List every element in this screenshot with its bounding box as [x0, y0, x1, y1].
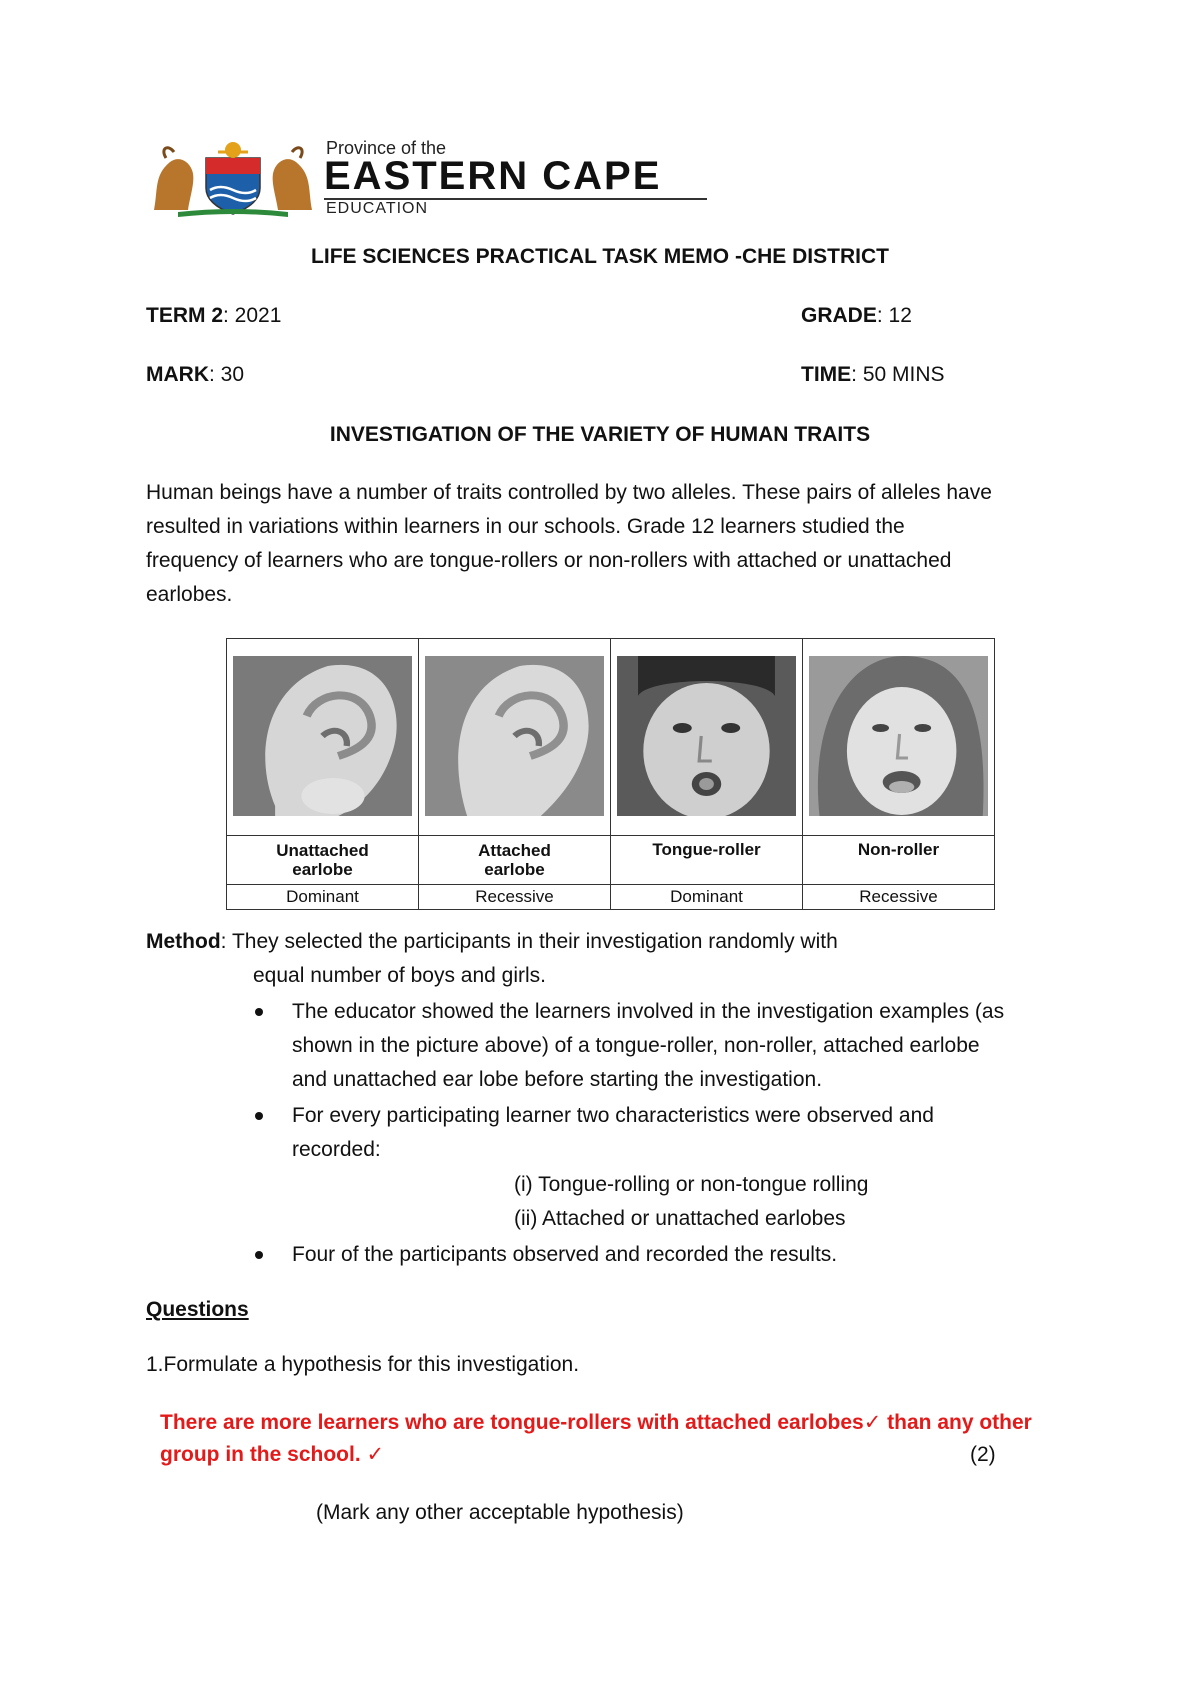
logo-text-eastern-cape: EASTERN CAPE: [324, 154, 662, 198]
document-title: LIFE SCIENCES PRACTICAL TASK MEMO -CHE DISTRICT: [311, 245, 889, 268]
grade-field: [801, 299, 912, 333]
method-bullet-line: Four of the participants observed and recorded the results.: [292, 1243, 838, 1266]
mark-field: [146, 358, 244, 392]
traits-picture-row: [227, 639, 995, 836]
term-field: [146, 299, 281, 333]
dominance-cell: Dominant: [227, 885, 419, 910]
time-value: : 50 MINS: [851, 363, 945, 386]
non-roller-face-icon: [809, 656, 988, 816]
coat-of-arms-icon: [148, 140, 318, 218]
dominance-cell: Dominant: [611, 885, 803, 910]
method-bullet-line: shown in the picture above) of a tongue-roller, non-roller, attached earlobe: [292, 1034, 980, 1057]
investigation-heading: INVESTIGATION OF THE VARIETY OF HUMAN TRAITS: [329, 423, 871, 446]
trait-name-cell: [419, 836, 611, 885]
question-1: [146, 1348, 579, 1382]
dominance-cell: Recessive: [419, 885, 611, 910]
bullet-icon: [255, 1008, 263, 1016]
answer-marks: (2): [970, 1443, 996, 1466]
tongue-roller-cell: [611, 639, 803, 836]
trait-name-line: Tongue-roller: [652, 840, 761, 859]
method-line-2: equal number of boys and girls.: [253, 964, 547, 987]
term-label: TERM 2: [146, 304, 224, 327]
method-bullet-line: and unattached ear lobe before starting the investigation.: [292, 1068, 823, 1091]
term-value: : 2021: [223, 304, 282, 327]
intro-line: Human beings have a number of traits controlled by two alleles. These pairs of alleles have: [146, 481, 992, 504]
tongue-roller-face-icon: [617, 656, 796, 816]
logo-text-province: Province of the: [326, 138, 447, 158]
method-label: Method: [146, 930, 221, 953]
method-line: [146, 925, 838, 959]
grade-value: : 12: [876, 304, 912, 327]
answer-note: (Mark any other acceptable hypothesis): [316, 1501, 684, 1524]
unattached-earlobe-cell: [227, 639, 419, 836]
method-bullet-line: The educator showed the learners involved in the investigation examples (as: [292, 1000, 1005, 1023]
trait-name-line: Unattached: [276, 841, 369, 860]
trait-name-line: Attached: [478, 841, 551, 860]
questions-heading: Questions: [146, 1298, 249, 1321]
bullet-icon: [255, 1112, 263, 1120]
method-sub-item: (i) Tongue-rolling or non-tongue rolling: [514, 1173, 869, 1196]
intro-line: earlobes.: [146, 583, 233, 606]
non-roller-cell: [803, 639, 995, 836]
trait-name-cell: [803, 836, 995, 885]
intro-line: resulted in variations within learners in our schools. Grade 12 learners studied the: [146, 515, 905, 538]
attached-earlobe-cell: [419, 639, 611, 836]
trait-name-line: Non-roller: [857, 840, 940, 859]
logo-text-education: EDUCATION: [326, 200, 429, 217]
method-bullet-line: recorded:: [292, 1138, 381, 1161]
trait-name-line: earlobe: [292, 860, 353, 879]
attached-earlobe-icon: [425, 656, 604, 816]
time-field: [801, 358, 945, 392]
unattached-earlobe-icon: [233, 656, 412, 816]
traits-name-row: [227, 836, 995, 885]
method-bullet-line: For every participating learner two characteristics were observed and: [292, 1104, 934, 1127]
time-label: TIME: [801, 363, 852, 386]
intro-line: frequency of learners who are tongue-rollers or non-rollers with attached or unattached: [146, 549, 952, 572]
method-sub-item: (ii) Attached or unattached earlobes: [514, 1207, 846, 1230]
trait-name-cell: [611, 836, 803, 885]
traits-table: [226, 638, 995, 910]
dominance-cell: Recessive: [803, 885, 995, 910]
trait-name-cell: [227, 836, 419, 885]
question-text: Formulate a hypothesis for this investigation.: [163, 1353, 580, 1376]
trait-name-line: earlobe: [484, 860, 545, 879]
traits-dominance-row: [227, 885, 995, 910]
grade-label: GRADE: [801, 304, 877, 327]
answer-line: There are more learners who are tongue-rollers with attached earlobes✓ than any other: [160, 1411, 1032, 1434]
method-text: : They selected the participants in their investigation randomly with: [220, 930, 838, 953]
question-number: 1.: [146, 1353, 164, 1376]
mark-label: MARK: [146, 363, 209, 386]
answer-line: group in the school. ✓: [160, 1443, 385, 1466]
bullet-icon: [255, 1251, 263, 1259]
eastern-cape-logo: [148, 140, 708, 220]
mark-value: : 30: [209, 363, 245, 386]
